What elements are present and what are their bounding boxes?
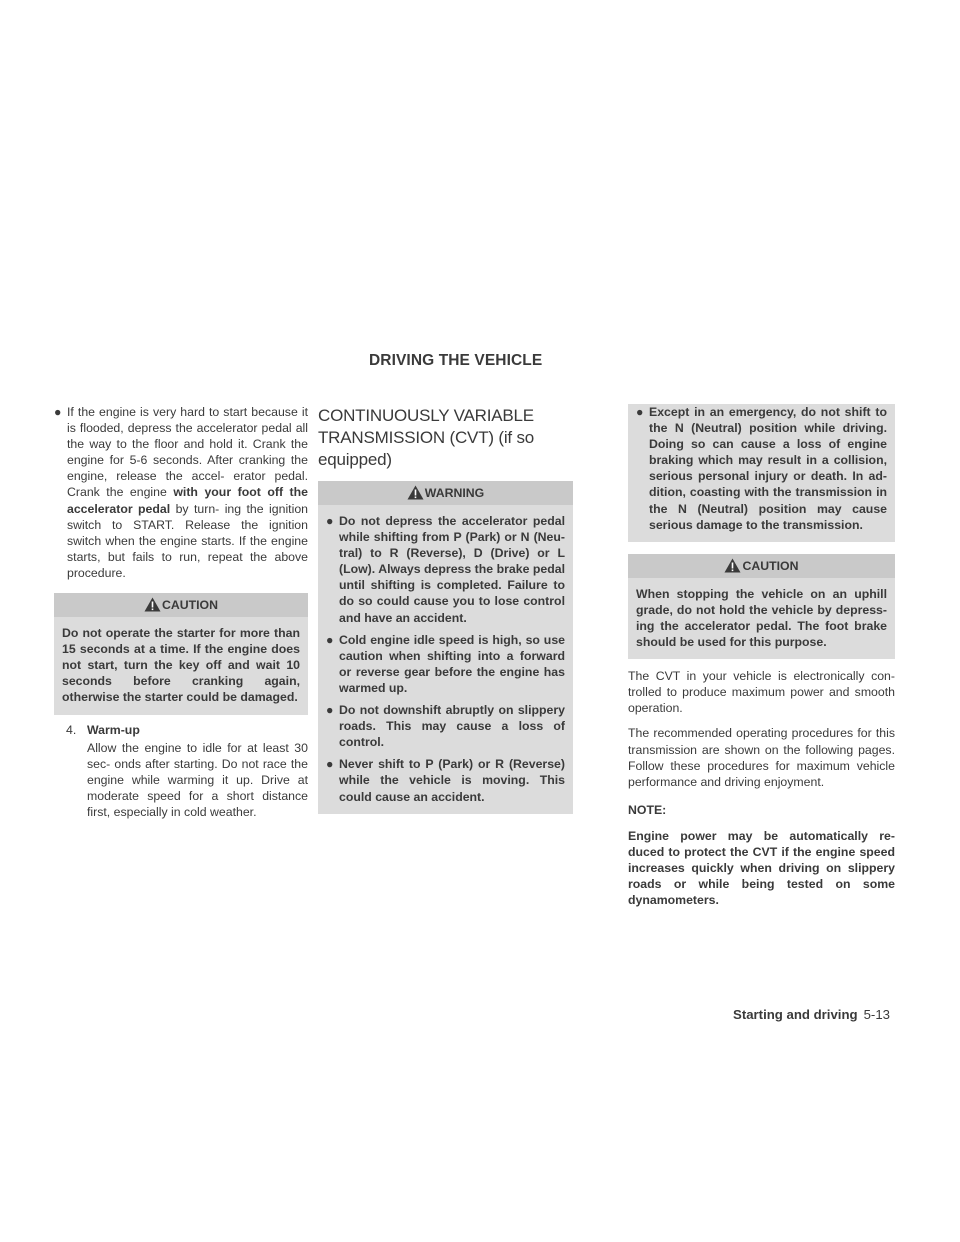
caution-header: CAUTION	[54, 593, 308, 617]
step-item	[54, 722, 308, 738]
warning-header: WARNING	[318, 481, 573, 505]
paragraph: The recommended operating procedures for this transmission are shown on the following pages. Follow these procedures for maximum vehicle performance and driving enjoyment.	[628, 726, 895, 789]
list-item: ● Never shift to P (Park) or R (Reverse) while the vehicle is moving. This could cause an accident.	[326, 757, 565, 804]
note-text: Engine power may be automatically re- duced to protect the CVT if the engine speed increases quickly when driving on slippery roads or while being tested on some dynamometers.	[628, 828, 895, 908]
page-number: 5-13	[863, 1007, 890, 1022]
warning-triangle-icon	[407, 485, 424, 500]
caution-box	[54, 593, 308, 714]
bullet-text: If the engine is very hard to start because it is flooded, depress the accelerator pedal all the way to the floor and hold it. Crank the engine for 5-6 seconds. After cranking the engine, release the accel- erator pedal. Crank the engine with your foot off the accelerator pedal by turn- ing the ignition switch to START. Release the ignition switch when the engine starts. If the engine starts, but fails to run, repeat the above procedure.	[67, 405, 308, 580]
note-label: NOTE:	[628, 802, 667, 817]
column-1	[54, 404, 308, 820]
caution-header: CAUTION	[628, 554, 895, 578]
list-item: ● Do not depress the accelerator pedal while shifting from P (Park) or N (Neu- tral) to R (Reverse), D (Drive) or L (Low). Always depress the brake pedal until shifting is completed. Failure to do so could cause you to lose control and have an accident.	[326, 514, 565, 625]
warning-triangle-icon	[144, 597, 161, 612]
paragraph: The CVT in your vehicle is electronically con- trolled to produce maximum power and smooth operation.	[628, 669, 895, 716]
column-3	[628, 404, 895, 917]
list-item: ● Except in an emergency, do not shift to the N (Neutral) position while driving. Doing so can cause a loss of engine braking which may result in a collision, serious personal injury or death. In ad- dition, coasting with the transmission in the N (Neutral) position may cause serious damage to the transmission.	[636, 405, 887, 532]
caution-box	[628, 554, 895, 659]
warning-box	[318, 481, 573, 814]
warning-list	[318, 505, 573, 814]
bullet-icon: ●	[54, 405, 62, 419]
list-item	[54, 404, 308, 581]
cvt-heading: CONTINUOUSLY VARIABLE TRANSMISSION (CVT) (if so equipped)	[318, 406, 535, 469]
step-title: Warm-up	[87, 722, 140, 737]
list-item: ● Do not downshift abruptly on slippery roads. This may cause a loss of control.	[326, 703, 565, 750]
step-text: Allow the engine to idle for at least 30 sec- onds after starting. Do not race the engine while warming it up. Drive at moderate speed for a short distance first, especially in cold weather.	[87, 740, 308, 819]
section-title: DRIVING THE VEHICLE	[369, 352, 543, 369]
caution-text: When stopping the vehicle on an uphill grade, do not hold the vehicle by depress- ing the accelerator pedal. The foot brake should be used for this purpose.	[636, 586, 887, 650]
page-footer	[733, 1007, 890, 1022]
warning-triangle-icon	[724, 558, 741, 573]
step-number: 4.	[66, 722, 77, 737]
footer-section: Starting and driving	[733, 1007, 858, 1022]
warning-box-continued	[628, 404, 895, 542]
list-item: ● Cold engine idle speed is high, so use caution when shifting into a forward or reverse gear before the engine has warmed up.	[326, 632, 565, 695]
caution-text: Do not operate the starter for more than 15 seconds at a time. If the engine does not start, turn the key off and wait 10 seconds before cranking again, otherwise the starter could be damaged.	[62, 626, 300, 705]
column-2	[318, 405, 573, 814]
